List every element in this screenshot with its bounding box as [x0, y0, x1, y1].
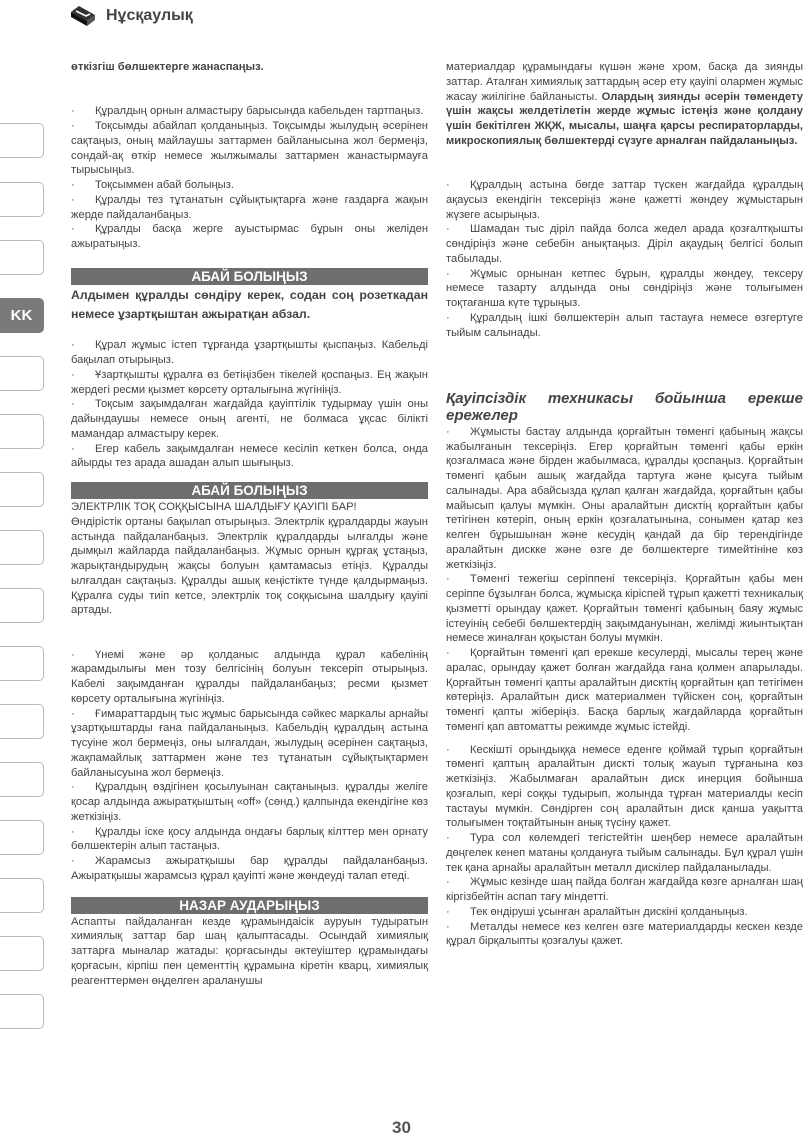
- right-column: [446, 60, 803, 949]
- language-tab[interactable]: [0, 762, 44, 797]
- bullet-item: · Жұмыс орнынан кетпес бұрын, құралды жөндеу, тексеру немесе тазарту алдында оны сөндіріңіз және толығымен тоқтағанша күте тұрыңыз.: [446, 267, 803, 309]
- bullet-item: · Құралды тез тұтанатын сұйықтықтарға және газдарға жақын жерде пайдаланбаңыз.: [71, 193, 428, 221]
- language-tab[interactable]: [0, 588, 44, 623]
- page-number: 30: [392, 1118, 411, 1137]
- bullet-item: · Төменгі тежегіш серіппені тексеріңіз. Қорғайтын қабы мен серіппе бұзылған болса, жұмысқа кіріспей тұрып қажетті техникалық қызметті орындау қажет. Қорғайтын төменгі қабының баяу жұмыс істеуінің себебі бөлшектердің зақымдануынан, желімді жиынтықтан немесе жиналған қоқыстан болуы мүмкін.: [446, 573, 803, 645]
- bullet-item: · Құралды басқа жерге ауыстырмас бұрын оны желіден ажыратыңыз.: [71, 223, 428, 250]
- language-tab[interactable]: [0, 820, 44, 855]
- bullet-marker: ·: [71, 781, 75, 794]
- bullet-marker: ·: [446, 743, 450, 756]
- section-bar: АБАЙ БОЛЫҢЫЗ: [71, 268, 428, 285]
- bullet-item: · Шамадан тыс діріл пайда болса жедел арада қозғалтқышты сөндіріңіз және себебін анықтаңыз. Діріл ақаудың белгісі болып табылады.: [446, 223, 803, 265]
- bullet-marker: ·: [446, 905, 450, 918]
- bullet-marker: ·: [446, 311, 450, 324]
- bullet-item: · Құралдың астына бөгде заттар түскен жағдайда құралдың ақаусыз екендігін тексеріңіз және қажетті жөндеу жұмыстарын жүзеге асырыңыз.: [446, 179, 803, 221]
- bullet-marker: ·: [71, 193, 75, 206]
- bullet-marker: ·: [71, 223, 75, 236]
- bullet-marker: ·: [71, 368, 75, 381]
- bullet-marker: ·: [71, 707, 75, 720]
- paragraph: материалдар құрамындағы күшән және хром, басқа да зиянды заттар. Аталған химиялық заттардың әсер ету қауіпі олармен жұмыс жасау жиілігіне байланысты. Олардың зиянды әсерін төмендету үшін жақсы желдетілетін жерде жұмыс істеңіз және қолдану үшін бекітілген ЖҚЖ, мысалы, шаңға қарсы респираторларды, микроскопиялық бөлшектерді сүзуге арналған пайдаланыңыз.: [446, 61, 803, 147]
- bullet-marker: ·: [71, 442, 75, 455]
- paragraph: Аспапты пайдаланған кезде құрамындаісік ауруын тудыратын химиялық заттар бар шаң қалыптасады. Осындай химиялық заттарға мыналар жатады: қорғасынды әктеуіштер құрамындағы қорғасын, кірпіш пен цементтің құрамына кіретін кварц, химиялық реагенттермен өңделген араланушы: [71, 915, 428, 987]
- language-tab[interactable]: [0, 240, 44, 275]
- section-heading: Қауіпсіздік техникасы бойынша ерекше: [446, 389, 803, 407]
- bullet-marker: ·: [71, 339, 75, 352]
- bullet-item: · Ұзартқышты құралға өз бетіңізбен тікелей қоспаңыз. Ең жақын жердегі ресми қызмет көрсету орталығына жүгініңіз.: [71, 368, 428, 396]
- bullet-item: · Ғимараттардың тыс жұмыс барысында сәйкес маркалы арнайы ұзартқыштарды ғана пайдаланыңыз. Кабельдің құралдың астына түсуіне жол бермеңіз, оны ылғалдан, жылудың әсерінен сақтаңыз, жақпамайлық заттармен және тез тұтанатын сұйықтықтармен байланысуына жол бермеңіз.: [71, 707, 428, 779]
- bullet-item: · Құралдың өздігінен қосылуынан сақтаныңыз. құралды желіге қосар алдында ажыратқыштың «off» (сөнд.) қалпында екендігіне көз жеткізіңіз.: [71, 781, 428, 823]
- bullet-item: · Тоқсым зақымдалған жағдайда қауіптілік тудырмау үшін оны дайындаушы немесе оның агенті, не болмаса ұқсас білікті мамандар алмастыру керек.: [71, 398, 428, 440]
- language-tab[interactable]: [0, 936, 44, 971]
- paragraph: Өндірістік ортаны бақылап отырыңыз. Электрлік құралдарды жауын астында пайдаланбаңыз. Электрлік құралдарды ылғалды және дымқыл жайларда пайдаланбаңыз. Жұмыс орнын құрғақ ұстаңыз, жарықтандырудың жақсы болуын қамтамасыз етіңіз. Құралды ылғалдан сақтаңыз. Құралды ашық кеңістікте түнде қалдырмаңыз. Құралға суды тиіп кетсе, электрлік тоқ соққысына шалдығу қауіпі артады.: [71, 515, 428, 617]
- bullet-marker: ·: [71, 105, 75, 118]
- bullet-marker: ·: [446, 573, 450, 586]
- bullet-item: · Жарамсыз ажыратқышы бар құралды пайдаланбаңыз. Ажыратқышы жарамсыз құрал қауіпті және жөндеуді талап етеді.: [71, 855, 428, 882]
- bullet-item: · Үнемі және әр қолданыс алдында құрал кабелінің жарамдылығы мен тозу белгісінің болуын тексеріп отырыңыз. Кабелі зақымданған құралды пайдаланбаңыз; ресми қызмет көрсету орталығына жүгініңіз.: [71, 648, 428, 705]
- manual-book-icon: [70, 3, 96, 29]
- language-tab[interactable]: [0, 530, 44, 565]
- bullet-marker: ·: [446, 647, 450, 659]
- bullet-marker: ·: [446, 179, 450, 191]
- language-tab[interactable]: [0, 182, 44, 217]
- bullet-marker: ·: [446, 832, 450, 844]
- section-heading: ережелер: [446, 407, 518, 425]
- bullet-item: · Металды немесе кез келген өзге материалдарды кескен кезде құрал бірқалыпты қозғалуы қажет.: [446, 920, 803, 948]
- bullet-marker: ·: [446, 920, 450, 933]
- language-tab[interactable]: [0, 994, 44, 1029]
- bullet-item: · Кескішті орындыққа немесе еденге қоймай тұрып қорғайтын төменгі қаптың аралайтын дискті толық жауып тұрғанына көз жеткізіңіз. Жабылмаған аралайтын диск инерция бойынша қозғалып, кері соққы тудырып, жолында тұрған материалды кесіп тастауы мүмкін. Сөндірген соң аралайтын диск қанша уақытта толығымен тоқтайтынын анық түсіну қажет.: [446, 743, 803, 830]
- bullet-item: · Тек өндіруші ұсынған аралайтын дискіні қолданыңыз.: [446, 905, 748, 918]
- section-bar: АБАЙ БОЛЫҢЫЗ: [71, 482, 428, 499]
- danger-line: ЭЛЕКТРЛІК ТОҚ СОҚҚЫСЫНА ШАЛДЫҒУ ҚАУІПІ БАР!: [71, 501, 357, 513]
- bullet-marker: ·: [71, 825, 75, 838]
- paragraph: өткізгіш бөлшектерге жанаспаңыз.: [71, 61, 264, 73]
- bullet-item: · Жұмыс кезінде шаң пайда болған жағдайда көзге арналған шаң кіргізбейтін аспап тағу міндетті.: [446, 876, 803, 903]
- bullet-item: · Егер кабель зақымдалған немесе кесіліп кеткен болса, онда айырды тез арада ашадан алып шығыңыз.: [71, 442, 428, 470]
- language-tab[interactable]: [0, 878, 44, 913]
- bullet-item: · Жұмысты бастау алдында қорғайтын төменгі қабының жақсы жабылғанын тексеріңіз. Егер қорғайтын төменгі қабы еркін қозғалмаса және бірден жабылмаса, құралды қоспаңыз. Қорғайтын төменгі қабын ашық жағдайда тартуға және қысуға тыйым салынады. Ара абайсызда құлап қалған жағдайда, қорғайтын қабы майысып қалуы мүмкін. Оны аралайтын дисктің қорғайтын қабы тетігінен көтеріп, оның еркін қозғалатынына, сонымен қатар кез келген бұрышынан және кесудің қандай да бір терендігінде аралайтын дискке және өзге де бөлшектерге тимейтініне көз жеткізіңіз.: [446, 425, 803, 571]
- section-bar: НАЗАР АУДАРЫҢЫЗ: [71, 897, 428, 914]
- language-tab[interactable]: [0, 356, 44, 391]
- lead-paragraph: Алдымен құралды сөндіру керек, содан соң розеткадан немесе ұзартқыштан ажыратқан абзал.: [71, 287, 428, 321]
- bullet-item: · Тоқсымды абайлап қолданыңыз. Тоқсымды жылудың әсерінен сақтаңыз, оның майлаушы заттармен байланысына жол бермеңіз, сондай-ақ өткір немесе жылжымалы заттармен жанастырмауға тырысыңыз.: [71, 120, 428, 177]
- bullet-item: · Құрал жұмыс істеп тұрғанда ұзартқышты қыспаңыз. Кабельді бақылап отырыңыз.: [71, 339, 428, 366]
- bullet-marker: ·: [71, 648, 75, 661]
- bullet-marker: ·: [71, 179, 75, 191]
- bullet-marker: ·: [71, 398, 75, 411]
- bullet-item: · Құралды іске қосу алдында ондағы барлық кілттер мен орнату бөлшектерін алып тастаңыз.: [71, 825, 428, 853]
- language-tab[interactable]: [0, 123, 44, 158]
- header-title: Нұсқаулық: [106, 7, 193, 24]
- language-tab[interactable]: [0, 472, 44, 507]
- bullet-item: · Құралдың ішкі бөлшектерін алып тастауға немесе өзгертуге тыйым салынады.: [446, 311, 803, 339]
- bullet-marker: ·: [71, 120, 75, 132]
- bullet-marker: ·: [446, 267, 450, 280]
- bullet-item: · Қорғайтын төменгі қап ерекше кесулерді, мысалы терең және аралас, орындау қажет болған жағдайда ғана қолмен апарылады. Қорғайтын төменгі қапты аралайтын дисктің қорғайтын қап тетігімен көтеріңіз. Аралайтын диск материалмен түйіскен соң, қорғайтын төменгі қапты жіберіңіз. Басқа барлық жағдайларда қорғайтын төменгі қап автоматты режимде жұмыс істейді.: [446, 647, 803, 733]
- left-column: [71, 60, 428, 988]
- language-tab[interactable]: [0, 646, 44, 681]
- bullet-marker: ·: [446, 876, 450, 889]
- language-tab[interactable]: [0, 414, 44, 449]
- bullet-item: · Құралдың орнын алмастыру барысында кабельден тартпаңыз.: [71, 105, 424, 118]
- page-header: [70, 0, 193, 32]
- bullet-marker: ·: [71, 855, 75, 867]
- language-tab-label: KK: [10, 307, 33, 324]
- bullet-marker: ·: [446, 223, 450, 236]
- bullet-marker: ·: [446, 425, 450, 438]
- language-tab-kk[interactable]: [0, 298, 44, 333]
- language-tab[interactable]: [0, 704, 44, 739]
- bullet-item: · Тоқсыммен абай болыңыз.: [71, 179, 234, 191]
- bullet-item: · Тура сол көлемдегі тегістейтін шеңбер немесе аралайтын дөңгелек кенеп матаны қолдануға тыйым салынады. Бұл құрал үшін тек қана арнайы аралайтын металл дискілер пайдаланылады.: [446, 832, 803, 874]
